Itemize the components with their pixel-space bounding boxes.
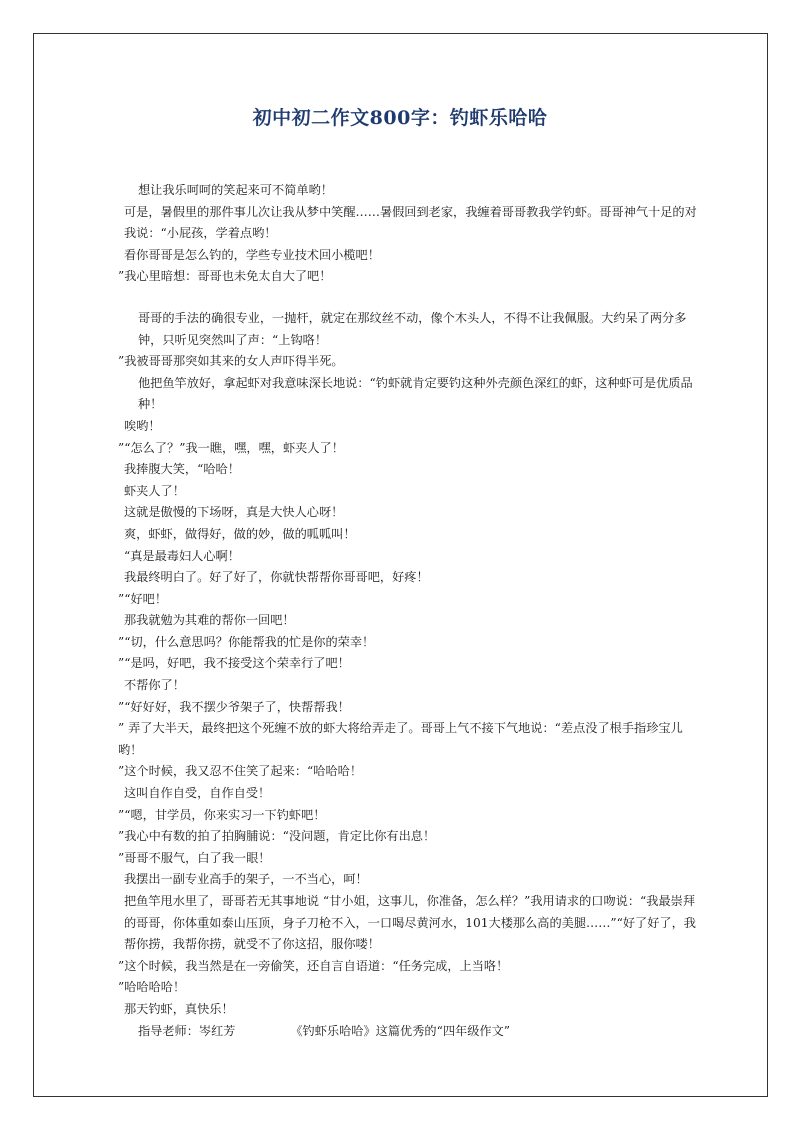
paragraph: 那天钓虾，真快乐！ (124, 1001, 234, 1016)
paragraph: ”我被哥哥那突如其来的女人声吓得半死。 (118, 354, 344, 369)
paragraph: 这就是傲慢的下场呀，真是大快人心呀！ (124, 505, 344, 520)
paragraph: ”“嗯，甘学员，你来实习一下钓虾吧！ (118, 807, 326, 822)
document-title: 初中初二作文800字：钓虾乐哈哈 (252, 107, 548, 129)
paragraph: 我捧腹大笑，“哈哈！ (124, 462, 240, 477)
paragraph: ” 弄了大半天，最终把这个死缠不放的虾大将给弄走了。哥哥上气不接下气地说：“差点没了根手指珍宝儿哟！ (118, 721, 683, 757)
paragraph: ”“好好好，我不摆少爷架子了，快帮帮我！ (118, 699, 350, 714)
paragraph: “真是最毒妇人心啊！ (124, 548, 240, 563)
paragraph: 他把鱼竿放好，拿起虾对我意味深长地说：“钓虾就肯定要钓这种外壳颜色深红的虾，这种虾可是优质品种！ (138, 375, 693, 412)
paragraph: ”“是吗，好吧，我不接受这个荣幸行了吧！ (118, 656, 350, 671)
paragraph: ”哥哥不服气，白了我一眼！ (118, 850, 271, 865)
paragraph: 想让我乐呵呵的笑起来可不简单哟！ (138, 183, 333, 197)
article-body (118, 180, 700, 1042)
footer-line: 指导老师：岑红芳 《钓虾乐哈哈》这篇优秀的“四年级作文” (138, 1023, 510, 1038)
paragraph: 把鱼竿甩水里了，哥哥若无其事地说 “甘小姐，这事儿，你准备，怎么样？”我用请求的口吻说：“我最崇拜的哥哥，你体重如泰山压顶，身子刀枪不入，一口喝尽黄河水，101大楼那么高的美腿……”“好了好了，我帮你捞，我帮你捞，就受不了你这招，服你喽！ (124, 894, 696, 952)
paragraph: ”我心里暗想：哥哥也未免太自大了吧！ (118, 269, 332, 284)
paragraph: ”“怎么了？”我一瞧，嘿，嘿，虾夹人了！ (118, 440, 344, 455)
paragraph: 这叫自作自受，自作自受！ (124, 786, 271, 801)
paragraph: 不帮你了！ (124, 678, 185, 693)
paragraph: 我最终明白了。好了好了，你就快帮帮你哥哥吧，好疼！ (124, 570, 429, 585)
paragraph: ”哈哈哈哈！ (118, 980, 186, 995)
paragraph: 看你哥哥是怎么钓的，学些专业技术回小榄吧！ (124, 247, 380, 262)
paragraph: 我摆出一副专业高手的架子，一不当心，呵！ (124, 872, 368, 887)
paragraph: 那我就勉为其难的帮你一回吧！ (124, 613, 295, 628)
paragraph: ”这个时候，我当然是在一旁偷笑，还自言自语道：“任务完成，上当咯！ (118, 958, 509, 973)
paragraph-gap (118, 288, 700, 308)
paragraph: 爽，虾虾，做得好，做的妙，做的呱呱叫！ (124, 526, 356, 541)
paragraph: 虾夹人了！ (124, 483, 185, 498)
paragraph: 可是，暑假里的那件事儿次让我从梦中笑醒……暑假回到老家，我缠着哥哥教我学钓虾。哥哥神气十足的对我说：“小屁孩，学着点哟！ (124, 204, 697, 241)
paragraph: ”我心中有数的拍了拍胸脯说：“没问题，肯定比你有出息！ (118, 829, 436, 844)
paragraph: 哥哥的手法的确很专业，一抛杆，就定在那纹丝不动，像个木头人，不得不让我佩服。大约呆了两分多钟，只听见突然叫了声：“上钩咯！ (138, 310, 687, 347)
paragraph: 唉哟！ (124, 418, 161, 433)
paragraph: ”“好吧！ (118, 591, 168, 606)
paragraph: ”这个时候，我又忍不住笑了起来：“哈哈哈！ (118, 764, 363, 779)
paragraph: ”“切，什么意思吗？你能帮我的忙是你的荣幸！ (118, 634, 375, 649)
